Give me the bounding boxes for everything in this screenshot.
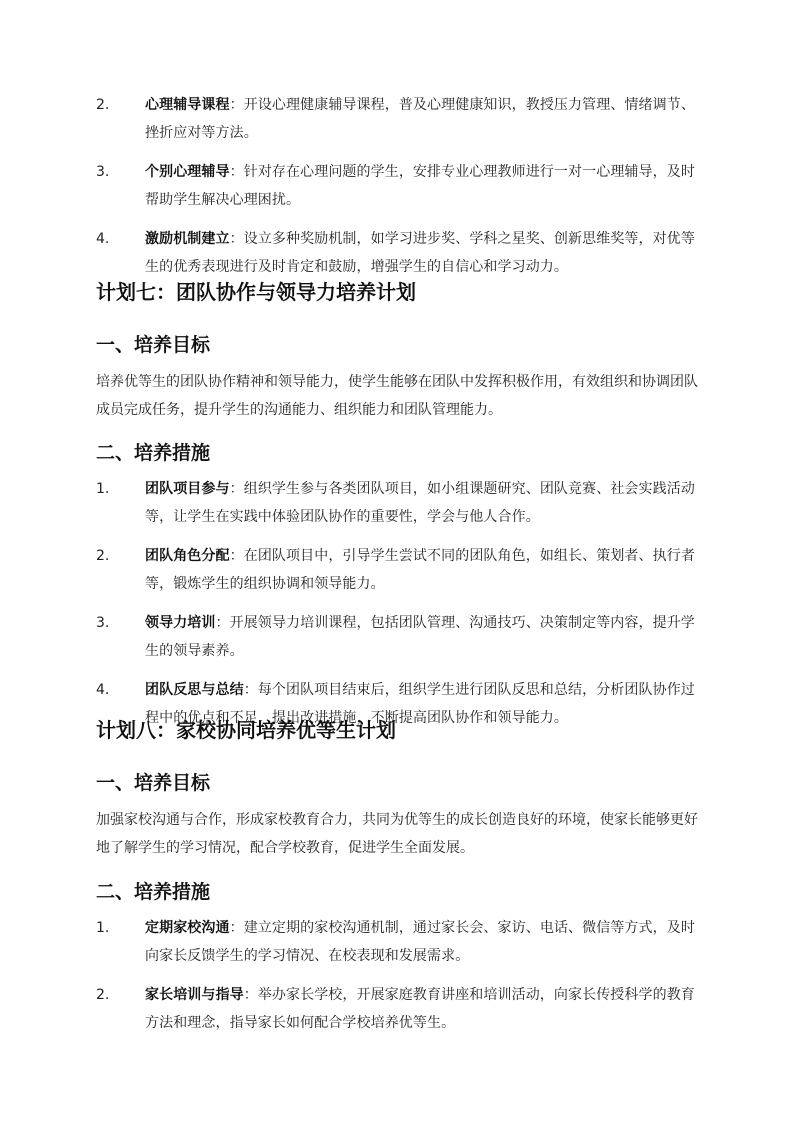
- list-item-number: 3.: [96, 164, 110, 180]
- list-item: 1. 团队项目参与：组织学生参与各类团队项目，如小组课题研究、团队竞赛、社会实践活动等，让学生在实践中体验团队协作的重要性，学会与他人合作。: [0, 475, 794, 531]
- plan8-measures-heading: 二、培养措施: [96, 881, 211, 903]
- plan8-measures-list: [0, 914, 794, 1048]
- plan7-title: 计划七：团队协作与领导力培养计划: [96, 280, 416, 304]
- list-item-number: 2.: [96, 97, 110, 113]
- list-item-text: 设立多种奖励机制，如学习进步奖、学科之星奖、创新思维奖等，对优等生的优秀表现进行及时肯定和鼓励，增强学生的自信心和学习动力。: [145, 231, 695, 275]
- list-item-number: 1.: [96, 481, 110, 497]
- list-item-title: 心理辅导课程: [145, 97, 230, 113]
- list-item: 1. 定期家校沟通：建立定期的家校沟通机制，通过家长会、家访、电话、微信等方式，及时向家长反馈学生的学习情况、在校表现和发展需求。: [0, 914, 794, 970]
- list-item-text: 组织学生参与各类团队项目，如小组课题研究、团队竞赛、社会实践活动等，让学生在实践中体验团队协作的重要性，学会与他人合作。: [145, 481, 695, 525]
- plan8-goal-text: 加强家校沟通与合作，形成家校教育合力，共同为优等生的成长创造良好的环境，使家长能够更好地了解学生的学习情况，配合学校教育，促进学生全面发展。: [96, 812, 698, 856]
- list-item: 4. 激励机制建立：设立多种奖励机制，如学习进步奖、学科之星奖、创新思维奖等，对优等生的优秀表现进行及时肯定和鼓励，增强学生的自信心和学习动力。: [0, 225, 794, 281]
- list-item-number: 2.: [96, 548, 110, 564]
- list-item: 3. 个别心理辅导：针对存在心理问题的学生，安排专业心理教师进行一对一心理辅导，及时帮助学生解决心理困扰。: [0, 158, 794, 214]
- list-item-text: 针对存在心理问题的学生，安排专业心理教师进行一对一心理辅导，及时帮助学生解决心理困扰。: [145, 164, 695, 208]
- list-item: 2. 团队角色分配：在团队项目中，引导学生尝试不同的团队角色，如组长、策划者、执行者等，锻炼学生的组织协调和领导能力。: [0, 542, 794, 598]
- list-item-number: 4.: [96, 231, 110, 247]
- numbered-list-continuation: [0, 91, 794, 292]
- plan8-goal-heading: 一、培养目标: [96, 772, 211, 794]
- list-item-text: 建立定期的家校沟通机制，通过家长会、家访、电话、微信等方式，及时向家长反馈学生的学习情况、在校表现和发展需求。: [145, 920, 695, 964]
- list-item-text: 举办家长学校，开展家庭教育讲座和培训活动，向家长传授科学的教育方法和理念，指导家长如何配合学校培养优等生。: [145, 987, 695, 1031]
- plan7-measures-heading: 二、培养措施: [96, 442, 211, 464]
- list-item: 4. 团队反思与总结：每个团队项目结束后，组织学生进行团队反思和总结，分析团队协作过程中的优点和不足，提出改进措施，不断提高团队协作和领导能力。: [0, 676, 794, 732]
- list-item-title: 领导力培训: [145, 615, 216, 631]
- list-item-text: 每个团队项目结束后，组织学生进行团队反思和总结，分析团队协作过程中的优点和不足，提出改进措施，不断提高团队协作和领导能力。: [145, 682, 695, 726]
- plan7-goal-heading: 一、培养目标: [96, 334, 211, 356]
- plan7-goal-text: 培养优等生的团队协作精神和领导能力，使学生能够在团队中发挥积极作用，有效组织和协调团队成员完成任务，提升学生的沟通能力、组织能力和团队管理能力。: [96, 374, 698, 418]
- list-item: 2. 家长培训与指导：举办家长学校，开展家庭教育讲座和培训活动，向家长传授科学的教育方法和理念，指导家长如何配合学校培养优等生。: [0, 981, 794, 1037]
- list-item-text: 在团队项目中，引导学生尝试不同的团队角色，如组长、策划者、执行者等，锻炼学生的组织协调和领导能力。: [145, 548, 695, 592]
- plan7-measures-list: [0, 475, 794, 743]
- list-item-number: 2.: [96, 987, 110, 1003]
- list-item-title: 家长培训与指导: [145, 987, 244, 1003]
- list-item-title: 团队角色分配: [145, 548, 230, 564]
- list-item-number: 4.: [96, 682, 110, 698]
- list-item: 2. 心理辅导课程：开设心理健康辅导课程，普及心理健康知识，教授压力管理、情绪调节、挫折应对等方法。: [0, 91, 794, 147]
- list-item-title: 激励机制建立: [145, 231, 230, 247]
- list-item-text: 开设心理健康辅导课程，普及心理健康知识，教授压力管理、情绪调节、挫折应对等方法。: [145, 97, 695, 141]
- list-item-text: 开展领导力培训课程，包括团队管理、沟通技巧、决策制定等内容，提升学生的领导素养。: [145, 615, 695, 659]
- plan8-title: 计划八：家校协同培养优等生计划: [96, 718, 396, 742]
- list-item: 3. 领导力培训：开展领导力培训课程，包括团队管理、沟通技巧、决策制定等内容，提升学生的领导素养。: [0, 609, 794, 665]
- list-item-title: 团队反思与总结: [145, 682, 244, 698]
- list-item-number: 1.: [96, 920, 110, 936]
- list-item-number: 3.: [96, 615, 110, 631]
- list-item-title: 定期家校沟通: [145, 920, 230, 936]
- list-item-title: 个别心理辅导: [145, 164, 230, 180]
- list-item-title: 团队项目参与: [145, 481, 230, 497]
